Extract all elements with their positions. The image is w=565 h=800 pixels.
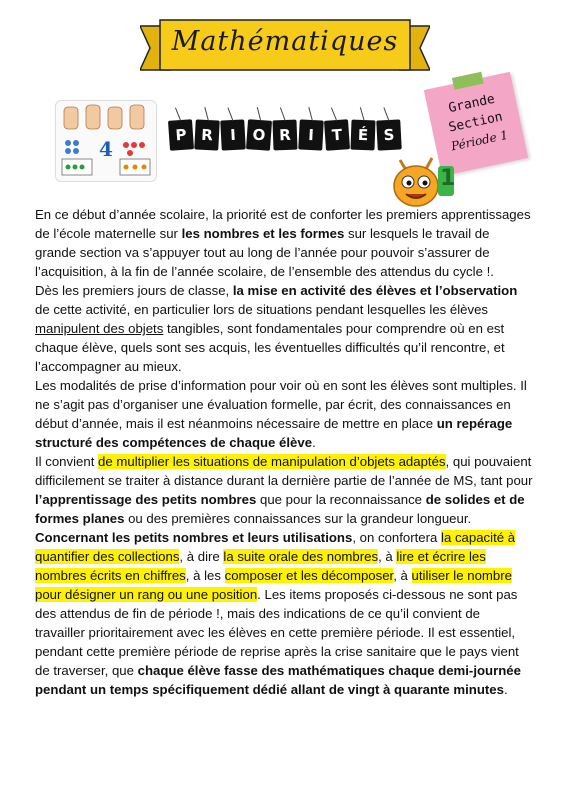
highlighted-text: lire et écrire les nombres écrits en chiffres [35,549,486,583]
tag-letter: R [194,119,220,150]
monster-mascot [388,152,464,212]
text: . [503,682,508,697]
tag-letter: P [168,119,194,151]
text: que pour la reconnaissance [256,492,426,507]
underlined-text: manipulent des objets [35,321,164,336]
sticky-line-section: Section [447,109,505,136]
page-title: Mathématiques [171,26,399,57]
text: , à [393,568,412,583]
text: de cette activité, en particulier lors de situations pendant lesquelles les élèves [35,302,489,317]
paragraph-5 [35,528,533,699]
tag-letter: S [376,119,402,150]
bold-text: l’apprentissage des petits nombres [35,492,257,507]
text: . [312,435,316,450]
highlighted-text: de multiplier les situations de manipulation d’objets adaptés [98,454,446,469]
text: Les modalités de prise d’information pour voir où en sont les élèves sont multiples. Il ne s’agit pas d’organiser une évaluation formelle, par écrit, des connaissances en début d’année, mais il est néanmoins nécessaire de mettre en place [35,378,527,431]
text: tangibles, sont fondamentales pour comprendre où en est chaque élève, quels sont ses acquis, les éventuelles difficultés qu’il rencontre, et l’accompagner au mieux. [35,321,505,374]
text: , à dire [179,549,224,564]
paragraph-3 [35,376,533,452]
tag-letter: I [298,119,324,150]
text: En ce début d’année scolaire, la priorité est de conforter les premiers apprentissages de l’école maternelle sur [35,207,531,241]
tag-letter: É [350,120,375,151]
paragraph-4 [35,452,533,528]
text: , on confortera [352,530,442,545]
text: sur lesquels le travail de grande section va s’appuyer tout au long de l’année pour pouvoir s’assurer de l’acquisition, à la fin de l’année scolaire, de l’ensemble des attendus du cycle !. [35,226,494,279]
tag-letter: R [272,120,297,151]
title-banner [140,18,430,76]
highlighted-text: composer et les décomposer [224,568,394,583]
text: , qui pouvaient difficilement se traiter à distance durant la dernière partie de l’année de MS, tant pour [35,454,533,488]
bold-text: un repérage structuré des compétences de chaque élève [35,416,513,450]
highlighted-text: la suite orale des nombres [223,549,379,564]
bold-text: de solides et de formes planes [35,492,525,526]
bold-text: Concernant les petits nombres et leurs utilisations [35,530,353,545]
bold-text: la mise en activité des élèves et l’observation [232,283,518,298]
tag-letter: T [324,119,350,151]
text: ou des premières connaissances sur la grandeur longueur. [124,511,472,526]
bold-text: les nombres et les formes [181,226,345,241]
highlighted-text: la capacité à quantifier des collections [35,530,516,564]
document-body [35,205,533,699]
text: Il convient [35,454,99,469]
text: Dès les premiers jours de classe, [35,283,233,298]
paragraph-1 [35,205,533,281]
sticky-tape [452,72,484,90]
sticky-line-periode: Période 1 [449,127,510,154]
bold-text: chaque élève fasse des mathématiques chaque demi-journée pendant un temps spécifiquement dédié allant de vingt à quarante minutes [35,663,521,697]
paragraph-2 [35,281,533,376]
text: , à les [185,568,225,583]
counting-hands-image [55,100,157,182]
tag-letter: I [220,119,246,150]
sticky-line-grande: Grande [447,91,497,117]
text: , à [378,549,397,564]
highlighted-text: utiliser le nombre pour désigner un rang ou une position [35,568,512,602]
text: . Les items proposés ci-dessous ne sont pas des attendus de fin de période !, mais des indications de ce qu’il convient de travailler prioritairement avec les élèves en cette première période. Il est essentiel, pendant cette première période de reprise après la crise sanitaire que le pays vient de traverser, que [35,587,519,678]
tag-letter: O [246,119,272,151]
priorites-tags [165,100,405,160]
monster-digit: 1 [440,166,456,191]
image-digit: 4 [99,137,113,161]
